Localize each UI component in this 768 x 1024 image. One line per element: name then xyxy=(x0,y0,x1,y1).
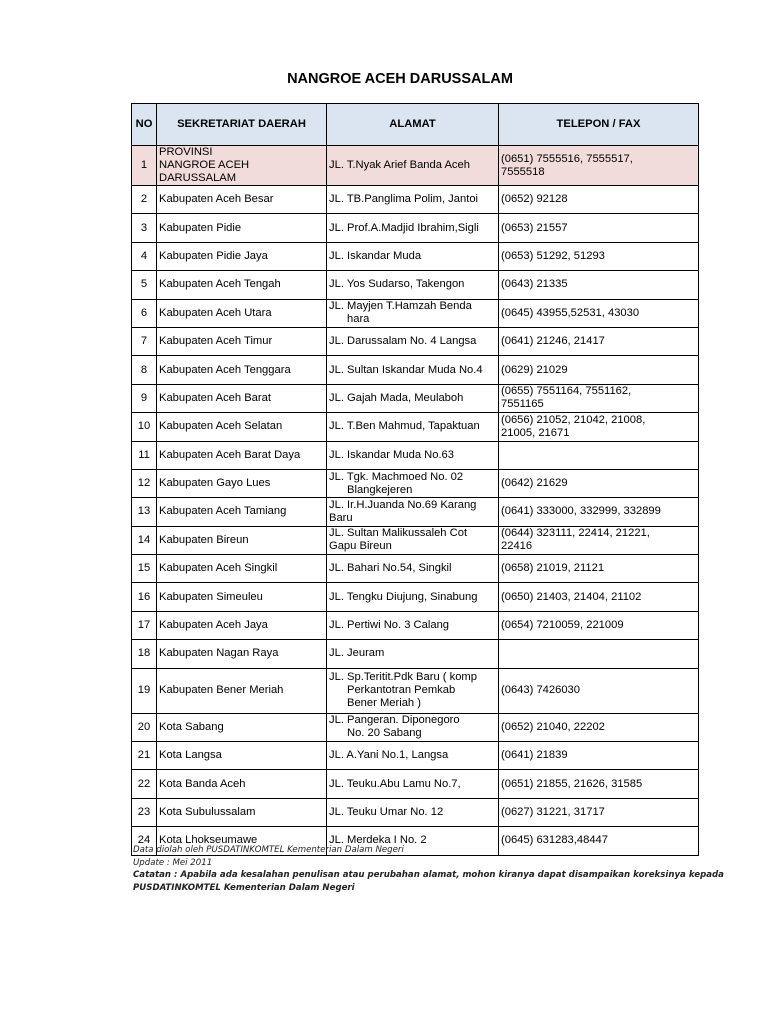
phone-cell xyxy=(499,186,699,214)
address-cell-line: JL. Pertiwi No. 3 Calang xyxy=(329,619,450,632)
address-cell-line: JL. Gajah Mada, Meulaboh xyxy=(329,391,464,404)
phone-cell-line: (0658) 21019, 21121 xyxy=(501,562,605,575)
secretariat-name xyxy=(157,299,327,327)
secretariat-name xyxy=(157,640,327,668)
address-cell xyxy=(327,583,499,611)
address-cell-line: JL. Sp.Teritit.Pdk Baru ( komp xyxy=(329,671,477,684)
address-cell xyxy=(327,526,499,554)
secretariat-name-line: Kabupaten Aceh Besar xyxy=(159,193,274,206)
phone-cell-line: (0641) 333000, 332999, 332899 xyxy=(501,505,661,518)
row-number: 8 xyxy=(132,356,157,384)
address-cell-line: JL. Teuku.Abu Lamu No.7, xyxy=(329,777,461,790)
address-cell xyxy=(327,640,499,668)
row-number: 18 xyxy=(132,640,157,668)
address-cell xyxy=(327,555,499,583)
footer-notes xyxy=(133,844,724,894)
secretariat-name-line: Kabupaten Aceh Barat Daya xyxy=(159,448,301,461)
secretariat-name-line: Kabupaten Aceh Timur xyxy=(159,335,273,348)
address-cell xyxy=(327,271,499,299)
address-cell-line: JL. Teuku Umar No. 12 xyxy=(329,806,444,818)
address-cell xyxy=(327,441,499,469)
address-cell-line: JL. Jeuram xyxy=(329,647,385,660)
phone-cell xyxy=(499,327,699,355)
address-cell-line: No. 20 Sabang xyxy=(347,727,422,740)
address-cell xyxy=(327,798,499,826)
row-number: 1 xyxy=(132,146,157,186)
footer-source: Data diolah oleh PUSDATINKOMTEL Kementerian Dalam Negeri xyxy=(133,845,404,855)
phone-cell xyxy=(499,742,699,770)
phone-cell xyxy=(499,640,699,668)
address-cell xyxy=(327,742,499,770)
secretariat-name-line: Kabupaten Aceh Singkil xyxy=(159,562,278,575)
row-number: 13 xyxy=(132,498,157,526)
phone-cell-line: (0655) 7551164, 7551162, xyxy=(501,385,632,398)
table-row xyxy=(132,242,699,270)
header-phone-fax: TELEPON / FAX xyxy=(499,104,699,146)
header-no: NO xyxy=(132,104,157,146)
address-cell xyxy=(327,242,499,270)
address-cell xyxy=(327,770,499,798)
phone-cell-line: (0645) 43955,52531, 43030 xyxy=(501,306,640,319)
table-row xyxy=(132,271,699,299)
secretariat-name xyxy=(157,742,327,770)
phone-cell-line: (0653) 21557 xyxy=(501,221,568,234)
phone-cell xyxy=(499,441,699,469)
row-number: 15 xyxy=(132,555,157,583)
address-cell-line: Gapu Bireun xyxy=(329,540,392,553)
table-row xyxy=(132,526,699,554)
address-cell xyxy=(327,713,499,741)
row-number: 16 xyxy=(132,583,157,611)
table-body xyxy=(132,146,699,856)
phone-cell-line: 7551165 xyxy=(501,398,544,411)
row-number: 9 xyxy=(132,384,157,412)
secretariat-name xyxy=(157,469,327,497)
secretariat-name xyxy=(157,271,327,299)
address-cell-line: JL. Merdeka I No. 2 xyxy=(329,834,427,847)
secretariat-name-line: Kabupaten Aceh Tengah xyxy=(159,278,281,291)
row-number: 12 xyxy=(132,469,157,497)
secretariat-name xyxy=(157,770,327,798)
address-cell xyxy=(327,214,499,242)
phone-cell-line: (0653) 51292, 51293 xyxy=(501,249,605,262)
phone-cell xyxy=(499,770,699,798)
phone-cell-line: (0641) 21839 xyxy=(501,749,568,762)
phone-cell-line: 7555518 xyxy=(501,165,545,178)
row-number: 11 xyxy=(132,441,157,469)
phone-cell xyxy=(499,146,699,186)
table-row xyxy=(132,186,699,214)
phone-cell-line: (0641) 21246, 21417 xyxy=(501,335,605,348)
secretariat-name-line: Kota Sabang xyxy=(159,720,224,733)
address-cell-line: hara xyxy=(347,313,370,326)
address-cell-line: JL. Tengku Diujung, Sinabung xyxy=(329,590,478,603)
phone-cell-line: (0652) 21040, 22202 xyxy=(501,720,605,733)
row-number: 24 xyxy=(132,827,157,855)
phone-cell xyxy=(499,413,699,441)
secretariat-name-line: Kabupaten Gayo Lues xyxy=(159,477,271,490)
phone-cell xyxy=(499,498,699,526)
row-number: 4 xyxy=(132,242,157,270)
table-row xyxy=(132,668,699,713)
phone-cell xyxy=(499,271,699,299)
secretariat-name-line: Kabupaten Nagan Raya xyxy=(159,647,279,660)
address-cell-line: JL. Sultan Malikussaleh Cot xyxy=(329,527,468,540)
secretariat-name xyxy=(157,498,327,526)
address-cell-line: JL. Pangeran. Diponegoro xyxy=(329,714,460,727)
row-number: 14 xyxy=(132,526,157,554)
secretariat-name-line: Kabupaten Aceh Utara xyxy=(159,306,272,319)
secretariat-table xyxy=(131,103,699,856)
phone-cell xyxy=(499,299,699,327)
address-cell-line: JL. Bahari No.54, Singkil xyxy=(329,562,452,575)
phone-cell xyxy=(499,668,699,713)
table-row xyxy=(132,146,699,186)
secretariat-name xyxy=(157,186,327,214)
table-row xyxy=(132,214,699,242)
secretariat-name-line: Kabupaten Aceh Selatan xyxy=(159,420,283,433)
phone-cell-line: 21005, 21671 xyxy=(501,426,570,439)
address-cell xyxy=(327,299,499,327)
secretariat-name xyxy=(157,214,327,242)
secretariat-name xyxy=(157,146,327,186)
table-row xyxy=(132,611,699,639)
address-cell-line: Baru xyxy=(329,511,353,524)
address-cell-line: JL. Mayjen T.Hamzah Benda xyxy=(329,300,472,313)
secretariat-name-line: Kabupaten Aceh Barat xyxy=(159,391,271,404)
phone-cell xyxy=(499,384,699,412)
phone-cell xyxy=(499,555,699,583)
row-number: 22 xyxy=(132,770,157,798)
table-row xyxy=(132,770,699,798)
footer-update: Update : Mei 2011 xyxy=(133,857,213,868)
address-cell xyxy=(327,611,499,639)
phone-cell xyxy=(499,611,699,639)
secretariat-name-line: Kabupaten Pidie Jaya xyxy=(159,249,268,262)
address-cell-line: JL. Iskandar Muda xyxy=(329,249,422,262)
phone-cell xyxy=(499,469,699,497)
secretariat-name xyxy=(157,668,327,713)
secretariat-name-line: Kota Langsa xyxy=(159,749,222,762)
secretariat-name-line: Kabupaten Pidie xyxy=(159,221,242,234)
row-number: 19 xyxy=(132,668,157,713)
phone-cell xyxy=(499,214,699,242)
table-row xyxy=(132,498,699,526)
phone-cell-line: (0650) 21403, 21404, 21102 xyxy=(501,590,642,603)
phone-cell-line: (0651) 21855, 21626, 31585 xyxy=(501,777,643,790)
phone-cell-line: (0629) 21029 xyxy=(501,363,568,376)
address-cell xyxy=(327,146,499,186)
address-cell xyxy=(327,327,499,355)
address-cell-line: JL. T.Nyak Arief Banda Aceh xyxy=(329,159,470,171)
secretariat-name xyxy=(157,555,327,583)
footer-note-line1: Catatan : Apabila ada kesalahan penulisan atau perubahan alamat, mohon kiranya dapat disampaikan koreksinya kepada xyxy=(133,870,724,880)
phone-cell xyxy=(499,526,699,554)
secretariat-name xyxy=(157,384,327,412)
table-row xyxy=(132,713,699,741)
address-cell xyxy=(327,356,499,384)
row-number: 23 xyxy=(132,798,157,826)
row-number: 6 xyxy=(132,299,157,327)
phone-cell-line: (0651) 7555516, 7555517, xyxy=(501,152,633,165)
row-number: 10 xyxy=(132,413,157,441)
row-number: 5 xyxy=(132,271,157,299)
table-row xyxy=(132,356,699,384)
secretariat-name-line: Kabupaten Aceh Jaya xyxy=(159,619,268,632)
phone-cell-line: (0652) 92128 xyxy=(501,193,568,206)
secretariat-name xyxy=(157,242,327,270)
secretariat-name-line: PROVINSI xyxy=(159,146,213,158)
secretariat-name xyxy=(157,583,327,611)
secretariat-name-line: Kabupaten Aceh Tenggara xyxy=(159,363,291,376)
row-number: 3 xyxy=(132,214,157,242)
table-row xyxy=(132,299,699,327)
address-cell-line: JL. TB.Panglima Polim, Jantoi xyxy=(329,193,479,206)
address-cell-line: JL. Prof.A.Madjid Ibrahim,Sigli xyxy=(329,221,479,234)
row-number: 20 xyxy=(132,713,157,741)
address-cell xyxy=(327,413,499,441)
secretariat-name xyxy=(157,526,327,554)
table-row xyxy=(132,798,699,826)
header-secretariat: SEKRETARIAT DAERAH xyxy=(157,104,327,146)
address-cell xyxy=(327,384,499,412)
secretariat-name xyxy=(157,713,327,741)
phone-cell xyxy=(499,242,699,270)
table-row xyxy=(132,384,699,412)
secretariat-name-line: NANGROE ACEH DARUSSALAM xyxy=(159,159,250,184)
address-cell xyxy=(327,186,499,214)
secretariat-name-line: Kabupaten Bireun xyxy=(159,533,249,546)
table-row xyxy=(132,413,699,441)
table-row xyxy=(132,469,699,497)
phone-cell xyxy=(499,713,699,741)
header-address: ALAMAT xyxy=(327,104,499,146)
address-cell-line: Bener Meriah ) xyxy=(347,697,421,710)
row-number: 7 xyxy=(132,327,157,355)
phone-cell xyxy=(499,583,699,611)
secretariat-name xyxy=(157,611,327,639)
address-cell-line: JL. Darussalam No. 4 Langsa xyxy=(329,335,477,348)
row-number: 21 xyxy=(132,742,157,770)
secretariat-name xyxy=(157,441,327,469)
address-cell-line: JL. Yos Sudarso, Takengon xyxy=(329,278,465,291)
phone-cell-line: (0644) 323111, 22414, 21221, xyxy=(501,527,650,540)
table-row xyxy=(132,640,699,668)
address-cell-line: JL. Ir.H.Juanda No.69 Karang xyxy=(329,498,477,511)
address-cell-line: Blangkejeren xyxy=(347,483,413,496)
address-cell xyxy=(327,469,499,497)
phone-cell-line: (0654) 7210059, 221009 xyxy=(501,619,624,632)
secretariat-name xyxy=(157,327,327,355)
phone-cell xyxy=(499,798,699,826)
phone-cell-line: (0642) 21629 xyxy=(501,477,568,490)
phone-cell-line: (0656) 21052, 21042, 21008, xyxy=(501,413,646,426)
secretariat-name-line: Kabupaten Aceh Tamiang xyxy=(159,505,287,518)
table-row xyxy=(132,742,699,770)
address-cell xyxy=(327,498,499,526)
phone-cell-line: (0627) 31221, 31717 xyxy=(501,806,605,818)
table-row xyxy=(132,327,699,355)
secretariat-name xyxy=(157,356,327,384)
row-number: 17 xyxy=(132,611,157,639)
address-cell-line: Perkantotran Pemkab xyxy=(347,684,456,697)
secretariat-name-line: Kota Banda Aceh xyxy=(159,777,246,790)
secretariat-name-line: Kabupaten Bener Meriah xyxy=(159,684,284,697)
phone-cell-line: (0643) 21335 xyxy=(501,278,568,291)
document-title: NANGROE ACEH DARUSSALAM xyxy=(287,71,513,87)
row-number: 2 xyxy=(132,186,157,214)
secretariat-name xyxy=(157,413,327,441)
table-row xyxy=(132,583,699,611)
table-row xyxy=(132,441,699,469)
table-header-row xyxy=(132,104,699,146)
phone-cell-line: (0643) 7426030 xyxy=(501,684,581,697)
address-cell-line: JL. Sultan Iskandar Muda No.4 xyxy=(329,363,483,376)
address-cell-line: JL. T.Ben Mahmud, Tapaktuan xyxy=(329,420,480,433)
secretariat-name xyxy=(157,798,327,826)
phone-cell-line: (0645) 631283,48447 xyxy=(501,834,608,847)
address-cell-line: JL. A.Yani No.1, Langsa xyxy=(329,749,449,762)
address-cell-line: JL. Iskandar Muda No.63 xyxy=(329,448,454,461)
table-row xyxy=(132,555,699,583)
secretariat-name-line: Kota Lhokseumawe xyxy=(159,834,258,847)
phone-cell-line: 22416 xyxy=(501,540,533,553)
phone-cell xyxy=(499,356,699,384)
secretariat-name-line: Kota Subulussalam xyxy=(159,806,256,818)
address-cell xyxy=(327,668,499,713)
address-cell-line: JL. Tgk. Machmoed No. 02 xyxy=(329,470,464,483)
footer-note-line2: PUSDATINKOMTEL Kementerian Dalam Negeri xyxy=(133,882,355,893)
secretariat-name-line: Kabupaten Simeuleu xyxy=(159,590,263,603)
